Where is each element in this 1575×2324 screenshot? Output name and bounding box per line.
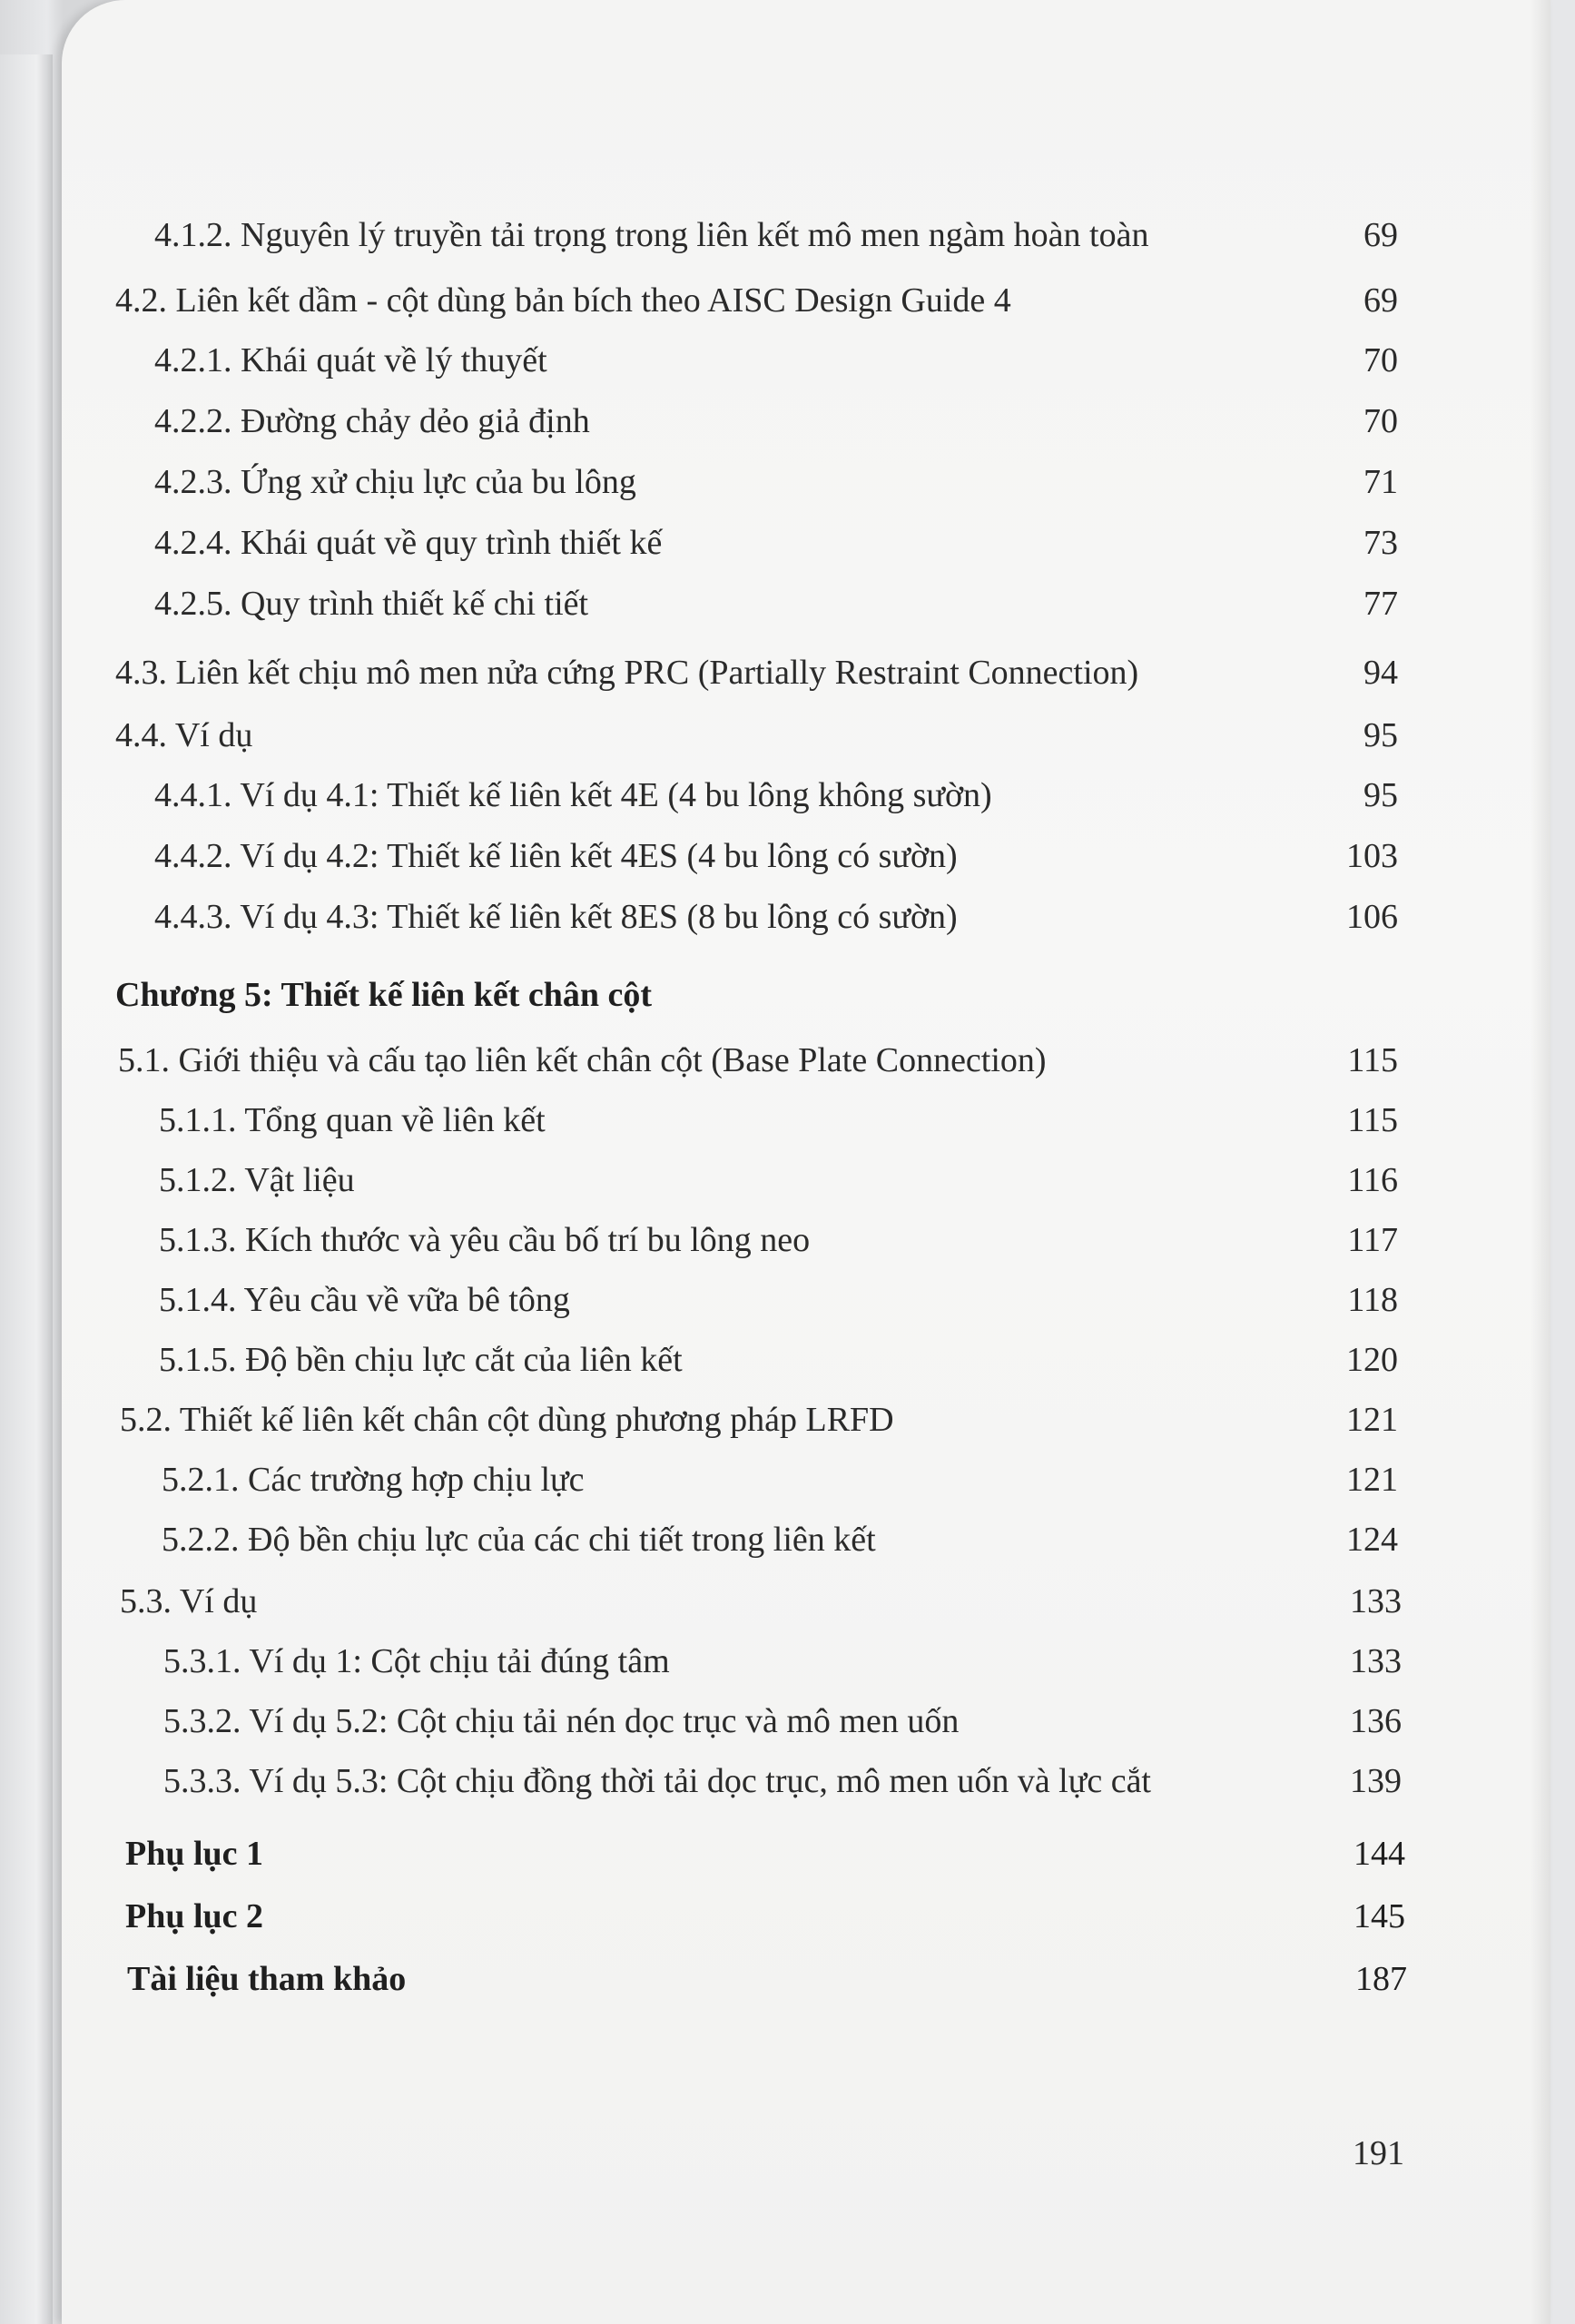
toc-entry-label: 5.1.1. Tổng quan về liên kết (159, 1101, 546, 1139)
toc-references (127, 1958, 1407, 2000)
toc-entry-label: 4.3. Liên kết chịu mô men nửa cứng PRC (Partially Restraint Connection) (115, 654, 1139, 692)
toc-entry-5-1-4 (159, 1279, 1398, 1321)
toc-entry-5-3-3 (163, 1760, 1402, 1802)
toc-entry-5-1-5 (159, 1339, 1398, 1381)
toc-entry-label: 4.2. Liên kết dầm - cột dùng bản bích theo AISC Design Guide 4 (115, 281, 1011, 320)
toc-entry-page: 121 (1346, 1401, 1398, 1439)
toc-entry-4-4 (115, 714, 1398, 756)
toc-entry-page: 115 (1347, 1041, 1398, 1079)
toc-entry-label: 5.3.2. Ví dụ 5.2: Cột chịu tải nén dọc trục và mô men uốn (163, 1702, 960, 1740)
toc-entry-page: 121 (1346, 1461, 1398, 1499)
toc-entry-label: 5.1.2. Vật liệu (159, 1161, 355, 1199)
toc-entry-4-2-3 (154, 461, 1398, 503)
toc-entry-5-3 (120, 1581, 1402, 1622)
toc-entry-label: 5.3.1. Ví dụ 1: Cột chịu tải đúng tâm (163, 1642, 670, 1680)
toc-entry-label: 4.4.1. Ví dụ 4.1: Thiết kế liên kết 4E (4 bu lông không sườn) (154, 776, 992, 814)
toc-entry-5-2-2 (162, 1519, 1398, 1561)
toc-entry-label: 5.3.3. Ví dụ 5.3: Cột chịu đồng thời tải dọc trục, mô men uốn và lực cắt (163, 1762, 1151, 1800)
toc-entry-5-1-3 (159, 1219, 1398, 1261)
toc-entry-4-2-2 (154, 400, 1398, 442)
toc-entry-page: 117 (1347, 1221, 1398, 1259)
toc-entry-label: 4.1.2. Nguyên lý truyền tải trọng trong liên kết mô men ngàm hoàn toàn (154, 216, 1149, 254)
toc-entry-page: 77 (1363, 585, 1398, 623)
toc-entry-label: Chương 5: Thiết kế liên kết chân cột (115, 976, 653, 1014)
toc-entry-page: 71 (1363, 463, 1398, 501)
toc-entry-page: 69 (1363, 216, 1398, 254)
toc-entry-4-1-2 (154, 214, 1398, 256)
toc-entry-label: 4.4. Ví dụ (115, 716, 253, 754)
toc-entry-page: 73 (1363, 524, 1398, 562)
toc-entry-5-2-1 (162, 1459, 1398, 1501)
toc-entry-label: Tài liệu tham khảo (127, 1960, 407, 1998)
toc-entry-label: 4.2.2. Đường chảy dẻo giả định (154, 402, 590, 440)
toc-entry-5-2 (120, 1399, 1398, 1441)
toc-entry-4-4-2 (154, 835, 1398, 877)
toc-entry-5-1-1 (159, 1099, 1398, 1141)
toc-entry-page: 116 (1347, 1161, 1398, 1199)
toc-entry-4-2-5 (154, 583, 1398, 625)
toc-entry-page: 94 (1363, 654, 1398, 692)
toc-entry-page: 139 (1350, 1762, 1402, 1800)
toc-entry-label: 5.2.2. Độ bền chịu lực của các chi tiết trong liên kết (162, 1521, 876, 1559)
toc-entry-page: 136 (1350, 1702, 1402, 1740)
toc-entry-page: 120 (1346, 1341, 1398, 1379)
toc-entry-page: 187 (1355, 1960, 1407, 1998)
toc-entry-4-2 (115, 280, 1398, 321)
toc-entry-label: Phụ lục 1 (125, 1835, 264, 1873)
toc-entry-page: 124 (1346, 1521, 1398, 1559)
toc-entry-page: 145 (1354, 1897, 1405, 1935)
toc-entry-label: 5.3. Ví dụ (120, 1582, 258, 1620)
toc-entry-page: 70 (1363, 341, 1398, 379)
toc-appendix-2 (125, 1896, 1405, 1937)
toc-entry-5-3-1 (163, 1640, 1402, 1682)
toc-entry-page: 106 (1346, 898, 1398, 936)
toc-entry-page: 118 (1347, 1281, 1398, 1319)
toc-entry-page: 115 (1347, 1101, 1398, 1139)
toc-chapter-5-heading (115, 974, 1398, 1016)
toc-entry-label: 4.2.1. Khái quát về lý thuyết (154, 341, 547, 379)
toc-entry-label: Phụ lục 2 (125, 1897, 264, 1935)
toc-entry-page: 133 (1350, 1642, 1402, 1680)
toc-entry-label: 5.2.1. Các trường hợp chịu lực (162, 1461, 585, 1499)
toc-entry-page: 144 (1354, 1835, 1405, 1873)
toc-entry-4-4-1 (154, 774, 1398, 816)
toc-entry-label: 4.2.5. Quy trình thiết kế chi tiết (154, 585, 589, 623)
toc-entry-page: 103 (1346, 837, 1398, 875)
toc-entry-label: 4.2.3. Ứng xử chịu lực của bu lông (154, 463, 636, 501)
toc-appendix-1 (125, 1833, 1405, 1875)
toc-entry-label: 5.1.4. Yêu cầu về vữa bê tông (159, 1281, 570, 1319)
toc-entry-label: 5.1.3. Kích thước và yêu cầu bố trí bu lông neo (159, 1221, 811, 1259)
toc-entry-label: 5.1. Giới thiệu và cấu tạo liên kết chân cột (Base Plate Connection) (118, 1041, 1047, 1079)
toc-entry-page: 95 (1363, 776, 1398, 814)
toc-entry-5-3-2 (163, 1700, 1402, 1742)
page-number: 191 (1353, 2134, 1404, 2172)
toc-entry-page: 133 (1350, 1582, 1402, 1620)
toc-entry-label: 4.4.3. Ví dụ 4.3: Thiết kế liên kết 8ES (8 bu lông có sườn) (154, 898, 958, 936)
toc-entry-page: 95 (1363, 716, 1398, 754)
toc-entry-label: 4.4.2. Ví dụ 4.2: Thiết kế liên kết 4ES (4 bu lông có sườn) (154, 837, 958, 875)
toc-entry-page: 69 (1363, 281, 1398, 320)
toc-entry-page: 70 (1363, 402, 1398, 440)
toc-entry-label: 4.2.4. Khái quát về quy trình thiết kế (154, 524, 663, 562)
toc-entry-4-4-3 (154, 896, 1398, 938)
toc-entry-4-2-4 (154, 522, 1398, 564)
toc-entry-4-3 (115, 652, 1398, 694)
toc-entry-4-2-1 (154, 340, 1398, 381)
toc-entry-label: 5.1.5. Độ bền chịu lực cắt của liên kết (159, 1341, 683, 1379)
toc-entry-5-1-2 (159, 1159, 1398, 1201)
toc-entry-5-1 (118, 1039, 1398, 1081)
toc-entry-label: 5.2. Thiết kế liên kết chân cột dùng phương pháp LRFD (120, 1401, 894, 1439)
